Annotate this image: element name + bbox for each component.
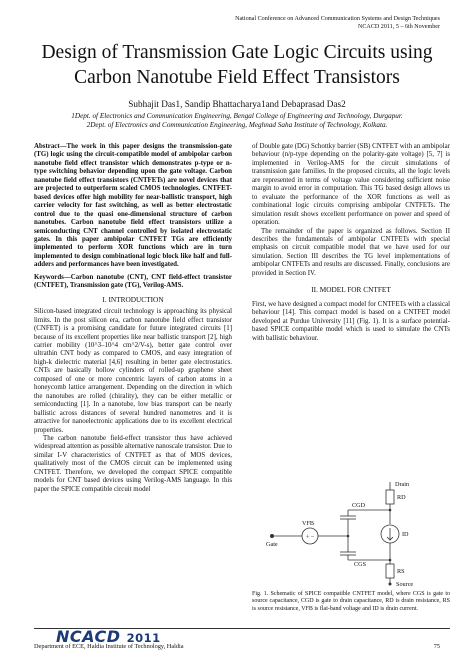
label-drain: Drain: [395, 481, 410, 488]
body-paragraph-1: of Double gate (DG) Schottky barrier (SB) CNTFET with an ambipolar behaviour (n/p-type depending on the polarity-gate voltage) [5, 7] is implemented in Verilog-AMS for the circuit simulations of transmission gate families. In the proposed circuits, all the logic levels are represented in terms of voltage value considering sufficient noise margin to avoid error in computation. This TG based design allows us to evaluate the performance of the XOR functions as well as combinational logic circuits comprising ambipolar CNTFETs. The simulation result shows excellent performance on power and speed of operation.: [252, 143, 450, 227]
page-number: 75: [433, 643, 440, 650]
label-gate: Gate: [266, 541, 278, 548]
svg-text:+ −: + −: [306, 534, 315, 541]
label-cgs: CGS: [354, 561, 367, 568]
label-cgd: CGD: [352, 502, 366, 509]
author-list: Subhajit Das1, Sandip Bhattacharya1and Debaprasad Das2: [128, 99, 346, 109]
source-resistor: [386, 564, 394, 578]
affiliation-1: 1Dept. of Electronics and Communication Engineering, Bengal College of Engineering and Technology, Durgapur.: [71, 112, 403, 120]
source-node-dot: [389, 559, 392, 562]
label-vfb: VFB: [302, 520, 315, 527]
logo-text: NCACD: [56, 627, 121, 646]
paper-title: [20, 40, 454, 90]
section-heading-introduction: I. INTRODUCTION: [102, 294, 164, 304]
paper-title-line1: Design of Transmission Gate Logic Circuits using: [41, 42, 433, 63]
keywords: Keywords—Carbon nanotube (CNT), CNT field-effect transistor (CNTFET), Transmission gate (TG), Verilog-AMS.: [34, 273, 232, 290]
current-arrow-icon: [387, 528, 393, 540]
source-terminal: [389, 583, 392, 586]
figure-caption: Fig. 1. Schematic of SPICE compatible CNTFET model, where CGS is gate to source capacitance, CGD is gate to drain capacitance, RD is drain resistance, RS is source resistance, VFB is flat-band voltage and ID is drain current.: [252, 591, 450, 612]
affiliation-2: 2Dept. of Electronics and Communication Engineering, Meghnad Saha Institute of Technology, Kolkata.: [86, 121, 388, 129]
body-paragraph-2: The remainder of the paper is organized as follows. Section II describes the fundamentals of ambipolar CNTFETs with special emphasis on circuit compatible model that we have used for our simulation. Section III describes the TG level implementations of ambipolar CNTFETs and results are discussed. Finally, conclusions are provided in Section IV.: [252, 227, 450, 277]
introduction-paragraph-2: The carbon nanotube field-effect transistor thus have achieved widespread attention as possible alternative nanoscale transistor. Due to similar I-V characteristics of CNTFET as that of MOS devices, qualitatively most of the CMOS circuit can be implemented using CNTFET. Therefore, we developed the compact SPICE compatible models for CNT based devices using Verilog-AMS language. In this paper the SPICE compatible circuit model: [34, 434, 232, 493]
conference-header-line2: NCACD 2011, 5 – 6th November: [357, 24, 440, 30]
drain-resistor: [386, 490, 394, 504]
conference-header-line1: National Conference on Advanced Communication Systems and Design Techniques: [235, 16, 440, 22]
label-rd: RD: [397, 494, 406, 501]
left-column: [34, 143, 232, 494]
right-column: [252, 143, 450, 343]
abstract: Abstract—The work in this paper designs the transmission-gate (TG) logic using the circuit-compatible model of ambipolar carbon nanotube field effect transistor which demonstrates p-type or n-type switching behavior depending upon the gate voltage. Carbon nanotube field effect transistors (CNTFETs) are novel devices that are projected to outperform scaled CMOS technologies. CNTFET-based devices offer high mobility for near-ballistic transport, high carrier velocity for fast switching, as well as better electrostatic control due to the quasi one-dimensional structure of carbon nanotubes. Carbon nanotube field effect transistors utilize a semiconducting CNT channel controlled by isolated electrostatic gates. In this paper ambipolar CNTFET TGs are efficiently implemented to perform XOR functions which are in turn implemented to design combinational logic block like half and full-adders and performances have been investigated.: [34, 143, 232, 269]
section-heading-model: II. MODEL FOR CNTFET: [311, 285, 391, 295]
paper-title-line2: Carbon Nanotube Field Effect Transistors: [74, 67, 400, 88]
cntfet-schematic-figure: [252, 480, 450, 588]
drain-node-dot: [389, 509, 392, 512]
label-source: Source: [396, 581, 414, 588]
footer-institution: Department of ECE, Haldia Institute of Technology, Haldia: [34, 643, 184, 650]
conference-header: [140, 15, 440, 31]
body-paragraph-3: First, we have designed a compact model for CNTFETs with a classical behaviour [14]. This compact model is based on a CNTFET model developed at Purdue University [11] (Fig. 1). It is a surface potential-based SPICE compatible model which is used to simulate the CNTs with ballistic behaviour.: [252, 300, 450, 342]
introduction-paragraph-1: Silicon-based integrated circuit technology is approaching its physical limits. In the post silicon era, carbon nanotube field effect transistor (CNFET) is a promising candidate for future integrated circuits [1] because of its excellent properties like near ballistic transport [2], high carrier mobility (10^3–10^4 cm^2/V-s), better gate control over ultrathin CNT body as compared to CMOS, and easy integration of high-k dielectric material [4,6] resulting in better gate electrostatics. CNTs are basically hollow cylinders of rolled-up graphene sheet composed of one or more concentric layers of carbon atoms in a honeycomb lattice arrangement. Depending on the direction in which the nanotubes are rolled (chirality), they can be either metallic or semiconducting [1]. In a nanotube, low bias transport can be nearly ballistic across distances of several hundred nanometres and it is attractive for nanoelectronic applications due to its excellent electrical properties.: [34, 308, 232, 434]
label-rs: RS: [397, 568, 405, 575]
gate-node-dot: [347, 535, 350, 538]
label-id: ID: [402, 531, 409, 538]
logo-year: 2011: [126, 631, 161, 645]
gate-terminal: [270, 534, 273, 537]
